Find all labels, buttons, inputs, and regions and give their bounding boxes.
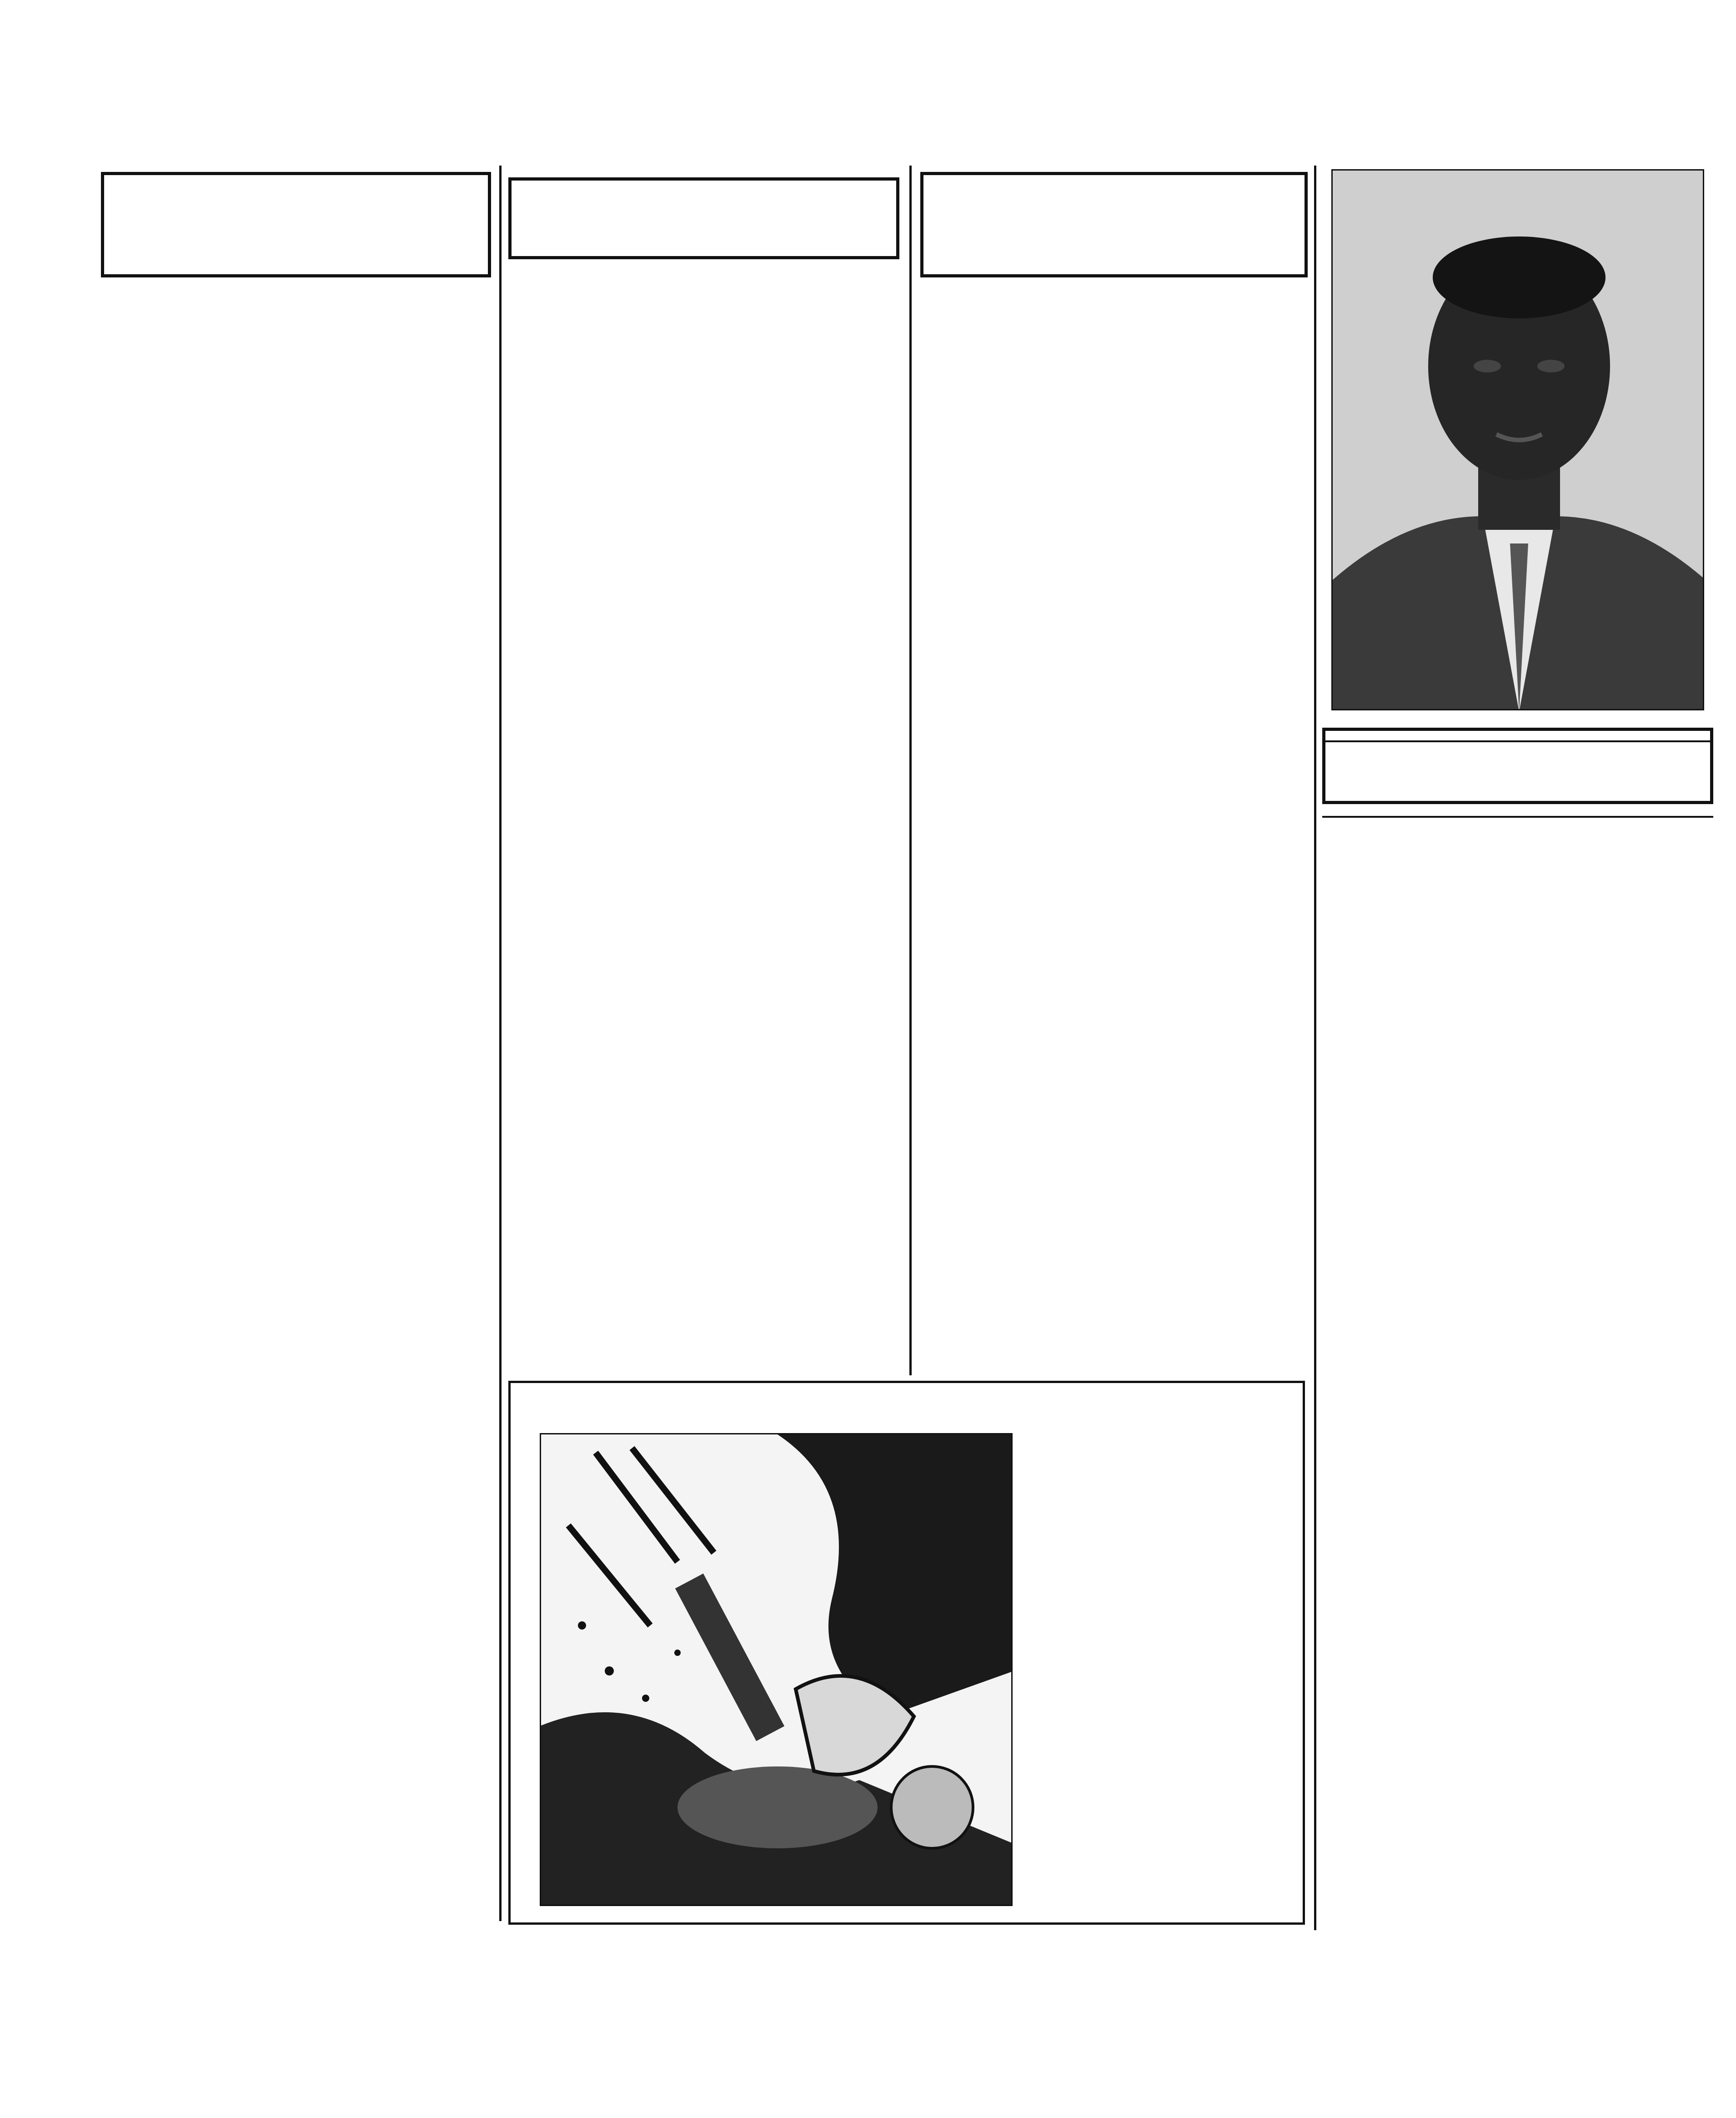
column-divider [1314, 166, 1316, 1930]
microscope-artwork [541, 1434, 1013, 1906]
station-2yc-box [1322, 728, 1713, 804]
station-1ya-box [101, 172, 491, 277]
rule [1322, 816, 1713, 818]
station-1yx-box [508, 177, 899, 259]
station-2ya-continued-column [1322, 726, 1713, 826]
column-divider [499, 166, 502, 1921]
under-the-microscope-feature [508, 1381, 1305, 1925]
station-1ya-continued-column [508, 166, 899, 271]
station-1ya-column [101, 172, 491, 483]
portrait-image [1333, 171, 1704, 710]
microscope-illustration [540, 1433, 1013, 1906]
column-divider [909, 166, 912, 1375]
station-2ya-box [920, 172, 1308, 277]
paul-robeson-photo [1331, 169, 1704, 710]
station-2ya-column [920, 166, 1308, 289]
